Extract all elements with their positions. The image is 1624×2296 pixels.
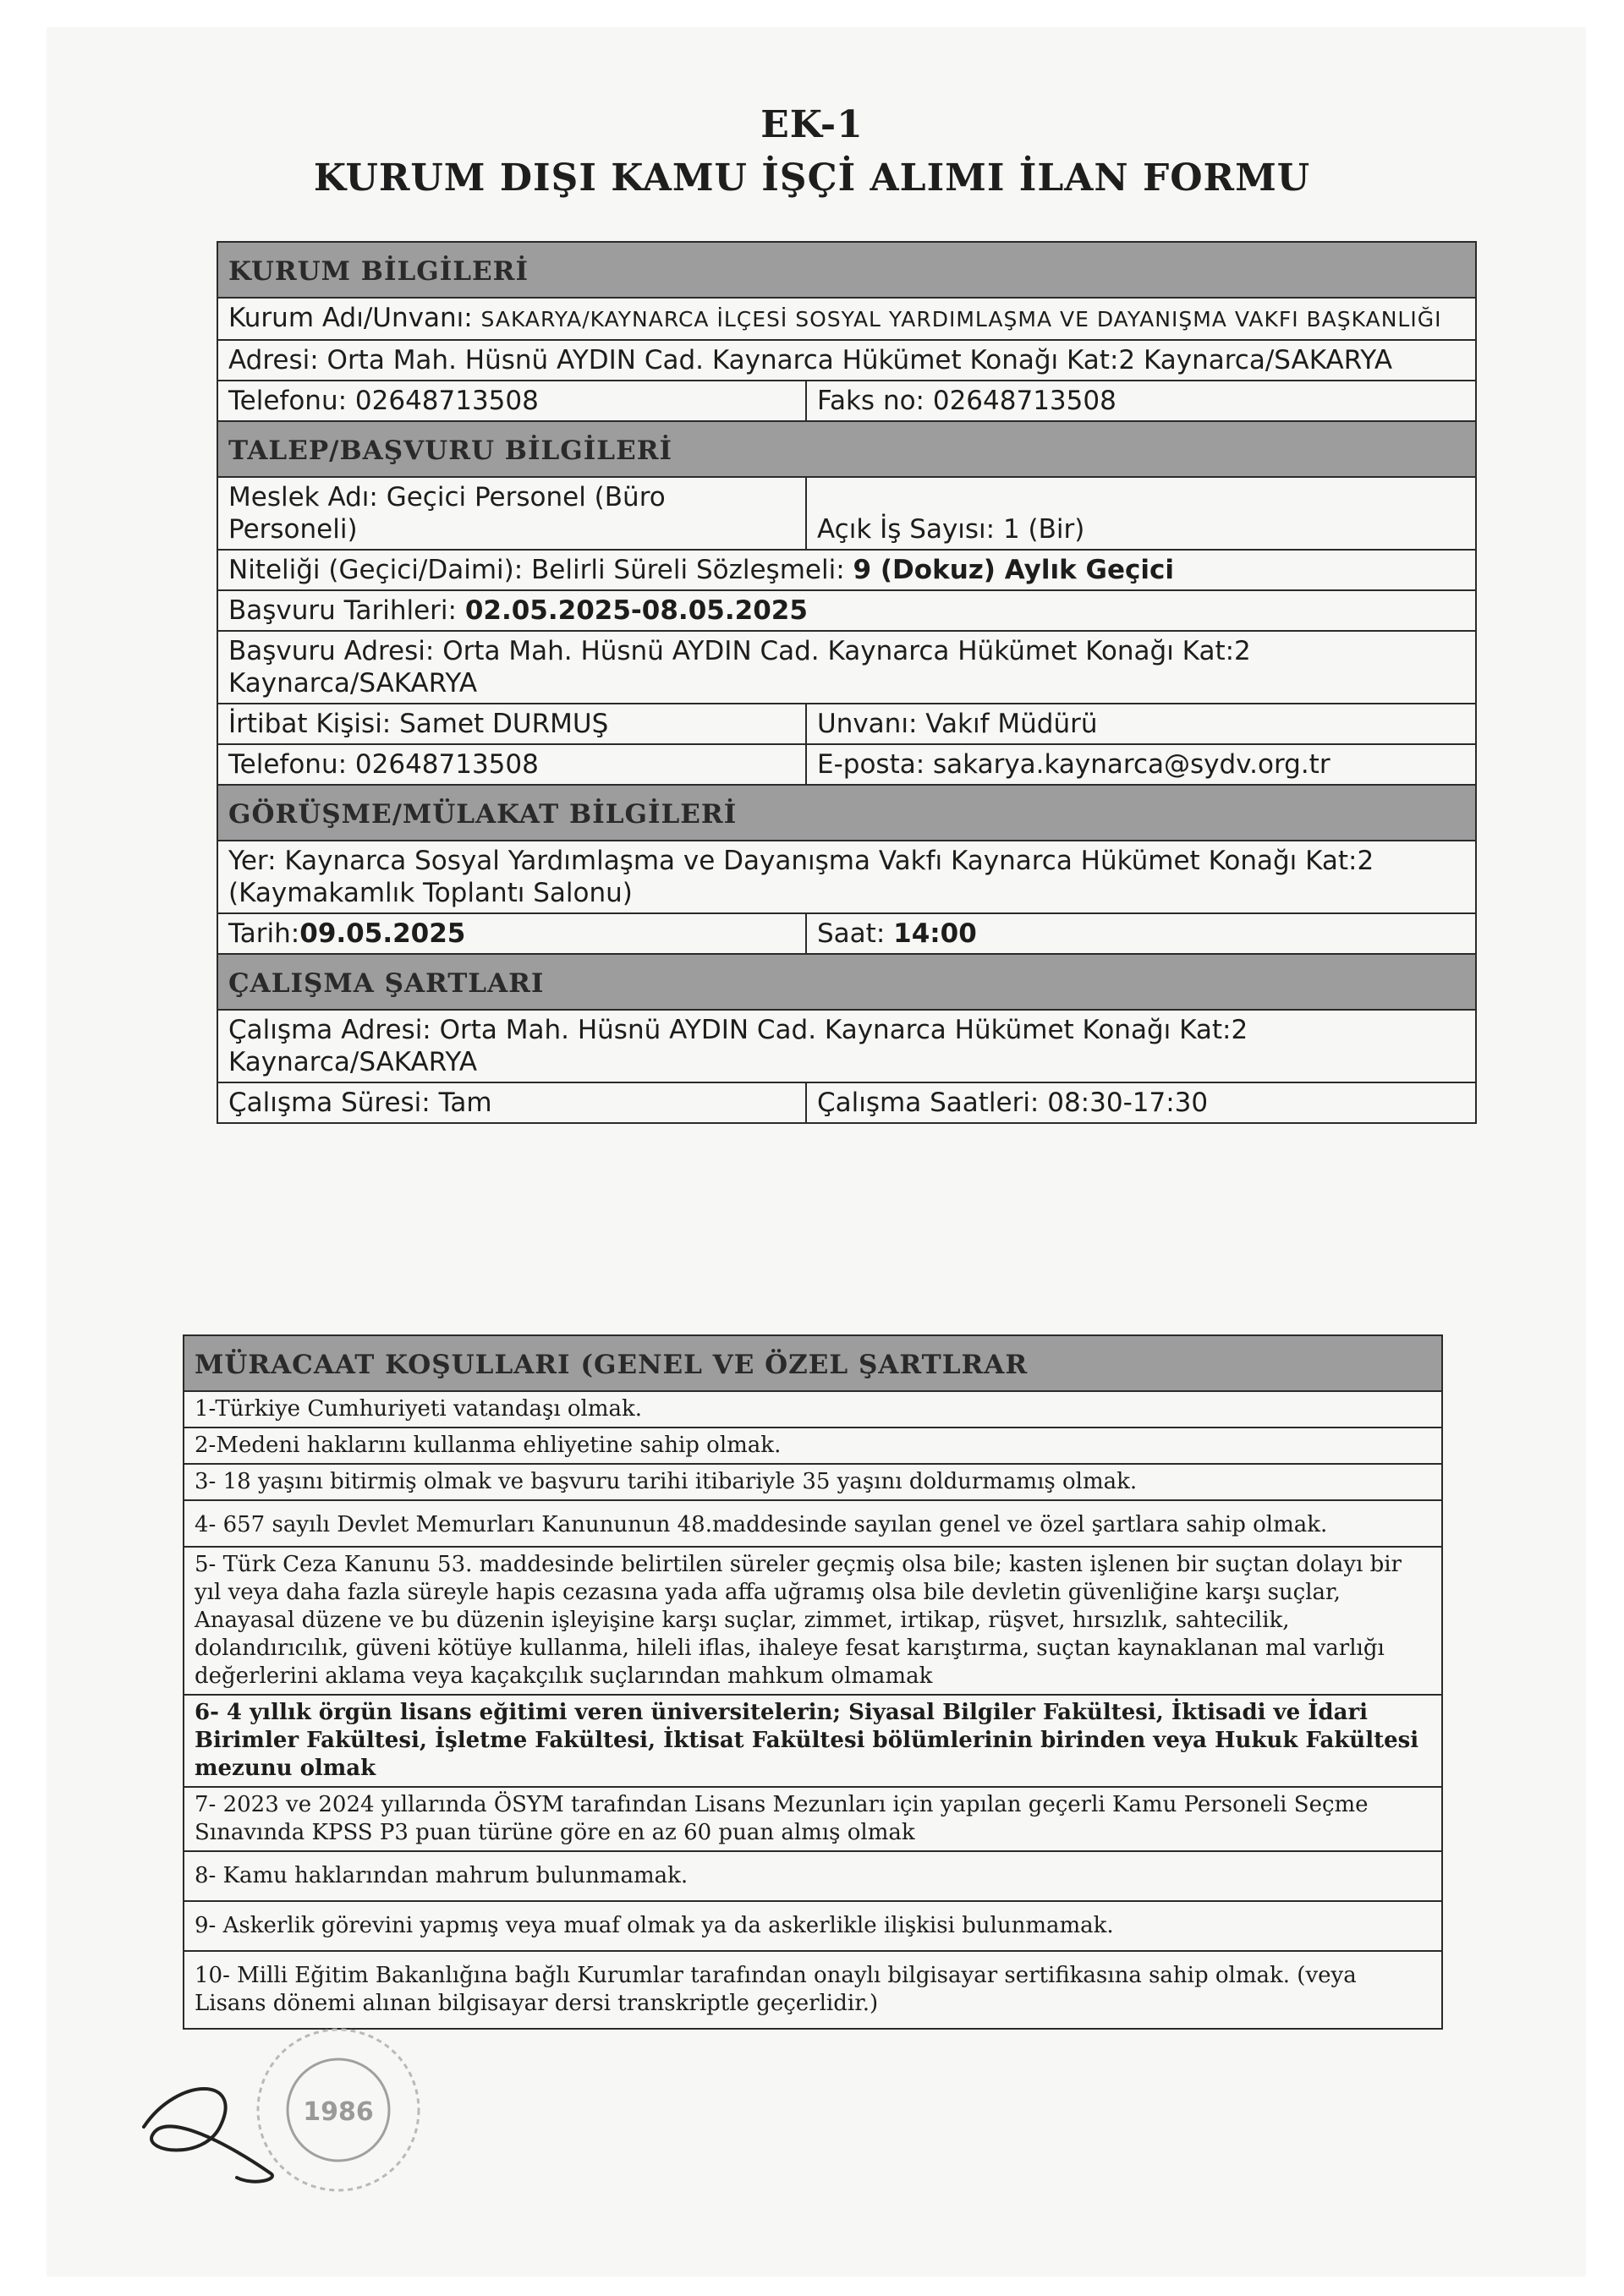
row-niteligi <box>218 551 1475 591</box>
row-kurum-adi <box>218 299 1475 341</box>
section-header-muracaat: MÜRACAAT KOŞULLARI (GENEL VE ÖZEL ŞARTLRAR <box>184 1336 1441 1392</box>
row-meslek <box>218 478 1475 551</box>
basvuru-tarih-value: 02.05.2025-08.05.2025 <box>464 595 808 626</box>
condition-item: 3- 18 yaşını bitirmiş olmak ve başvuru tarihi itibariyle 35 yaşını doldurmamış olmak. <box>184 1465 1441 1501</box>
gorusme-tarih-value: 09.05.2025 <box>299 918 466 949</box>
row-kurum-telefon <box>218 381 1475 422</box>
section-header-kurum: KURUM BİLGİLERİ <box>218 243 1475 299</box>
gorusme-saat-value: 14:00 <box>893 918 977 949</box>
calisma-adres: Çalışma Adresi: Orta Mah. Hüsnü AYDIN Cad. Kaynarca Hükümet Konağı Kat:2 Kaynarca/SAKARYA <box>228 1015 1248 1077</box>
niteligi-label: Niteliği (Geçici/Daimi): Belirli Süreli Sözleşmeli: <box>228 555 845 585</box>
gorusme-saat-label: Saat: <box>817 918 886 949</box>
meslek-adi: Meslek Adı: Geçici Personel (Büro Personeli) <box>218 478 807 549</box>
section-header-calisma: ÇALIŞMA ŞARTLARI <box>218 955 1475 1011</box>
stamp-year: 1986 <box>303 2097 374 2127</box>
niteligi-value: 9 (Dokuz) Aylık Geçici <box>853 555 1174 585</box>
gorusme-tarih-label: Tarih: <box>228 918 300 949</box>
handwritten-signature-icon <box>144 2089 272 2182</box>
calisma-saatleri: Çalışma Saatleri: 08:30-17:30 <box>817 1088 1209 1118</box>
official-seal-icon <box>258 2030 419 2190</box>
signature-stamp <box>127 2025 482 2220</box>
condition-item: 7- 2023 ve 2024 yıllarında ÖSYM tarafından Lisans Mezunları için yapılan geçerli Kamu Personeli Seçme Sınavında KPSS P3 puan türüne göre en az 60 puan almış olmak <box>184 1788 1441 1852</box>
row-gorusme-yer <box>218 841 1475 914</box>
row-irtibat <box>218 704 1475 745</box>
irtibat-kisisi: İrtibat Kişisi: Samet DURMUŞ <box>218 704 807 743</box>
row-calisma-adres <box>218 1011 1475 1083</box>
condition-item: 2-Medeni haklarını kullanma ehliyetine sahip olmak. <box>184 1428 1441 1465</box>
condition-item: 6- 4 yıllık örgün lisans eğitimi veren üniversitelerin; Siyasal Bilgiler Fakültesi, İktisadi ve İdari Birimler Fakültesi, İşletme Fakültesi, İktisat Fakültesi bölümlerinin birinden veya Hukuk Fakültesi mezunu olmak <box>184 1696 1441 1788</box>
kurum-adi-value: SAKARYA/KAYNARCA İLÇESİ SOSYAL YARDIMLAŞMA VE DAYANIŞMA VAKFI BAŞKANLIĞI <box>480 307 1442 332</box>
form-code: EK-1 <box>760 103 864 146</box>
condition-item: 8- Kamu haklarından mahrum bulunmamak. <box>184 1852 1441 1902</box>
talep-telefon: Telefonu: 02648713508 <box>218 745 807 784</box>
row-basvuru-tarih <box>218 591 1475 632</box>
kurum-faks: Faks no: 02648713508 <box>817 386 1116 416</box>
form-title: KURUM DIŞI KAMU İŞÇİ ALIMI İLAN FORMU <box>313 156 1311 200</box>
kurum-telefon: Telefonu: 02648713508 <box>218 381 807 420</box>
condition-item: 9- Askerlik görevini yapmış veya muaf olmak ya da askerlikle ilişkisi bulunmamak. <box>184 1902 1441 1952</box>
row-kurum-adres <box>218 341 1475 381</box>
row-talep-telefon <box>218 745 1475 786</box>
kurum-adi-label: Kurum Adı/Unvanı: <box>228 303 473 333</box>
kurum-adres: Adresi: Orta Mah. Hüsnü AYDIN Cad. Kaynarca Hükümet Konağı Kat:2 Kaynarca/SAKARYA <box>228 345 1393 375</box>
form-upper <box>217 241 1477 1124</box>
row-gorusme-tarih <box>218 914 1475 955</box>
condition-item: 5- Türk Ceza Kanunu 53. maddesinde belirtilen süreler geçmiş olsa bile; kasten işlenen bir suçtan dolayı bir yıl veya daha fazla süreyle hapis cezasına yada affa uğramış olsa bile devletin güvenliğine karşı suçlar, Anayasal düzene ve bu düzenin işleyişine karşı suçlar, zimmet, irtikap, rüşvet, hırsızlık, sahtecilik, dolandırıcılık, güveni kötüye kullanma, hileli iflas, ihaleye fesat karıştırma, suçtan kaynaklanan mal varlığı değerlerini aklama veya kaçakçılık suçlarından mahkum olmamak <box>184 1548 1441 1696</box>
condition-item: 4- 657 sayılı Devlet Memurları Kanununun 48.maddesinde sayılan genel ve özel şartlara sahip olmak. <box>184 1501 1441 1548</box>
section-header-talep: TALEP/BAŞVURU BİLGİLERİ <box>218 422 1475 478</box>
form-conditions <box>183 1334 1443 2030</box>
basvuru-adres: Başvuru Adresi: Orta Mah. Hüsnü AYDIN Cad. Kaynarca Hükümet Konağı Kat:2 Kaynarca/SAKARYA <box>228 636 1251 699</box>
condition-item: 10- Milli Eğitim Bakanlığına bağlı Kurumlar tarafından onaylı bilgisayar sertifikasına sahip olmak. (veya Lisans dönemi alınan bilgisayar dersi transkriptle geçerlidir.) <box>195 1963 1357 2016</box>
calisma-suresi: Çalışma Süresi: Tam <box>218 1083 807 1122</box>
row-basvuru-adres <box>218 632 1475 704</box>
irtibat-unvani: Unvanı: Vakıf Müdürü <box>817 709 1098 739</box>
section-header-gorusme: GÖRÜŞME/MÜLAKAT BİLGİLERİ <box>218 786 1475 841</box>
condition-item: 1-Türkiye Cumhuriyeti vatandaşı olmak. <box>184 1392 1441 1428</box>
gorusme-yer: Yer: Kaynarca Sosyal Yardımlaşma ve Dayanışma Vakfı Kaynarca Hükümet Konağı Kat:2 (Kaymakamlık Toplantı Salonu) <box>228 846 1374 908</box>
row-calisma-sure <box>218 1083 1475 1122</box>
acik-is-sayisi: Açık İş Sayısı: 1 (Bir) <box>817 514 1085 545</box>
talep-eposta: E-posta: sakarya.kaynarca@sydv.org.tr <box>817 749 1330 780</box>
basvuru-tarih-label: Başvuru Tarihleri: <box>228 595 457 626</box>
